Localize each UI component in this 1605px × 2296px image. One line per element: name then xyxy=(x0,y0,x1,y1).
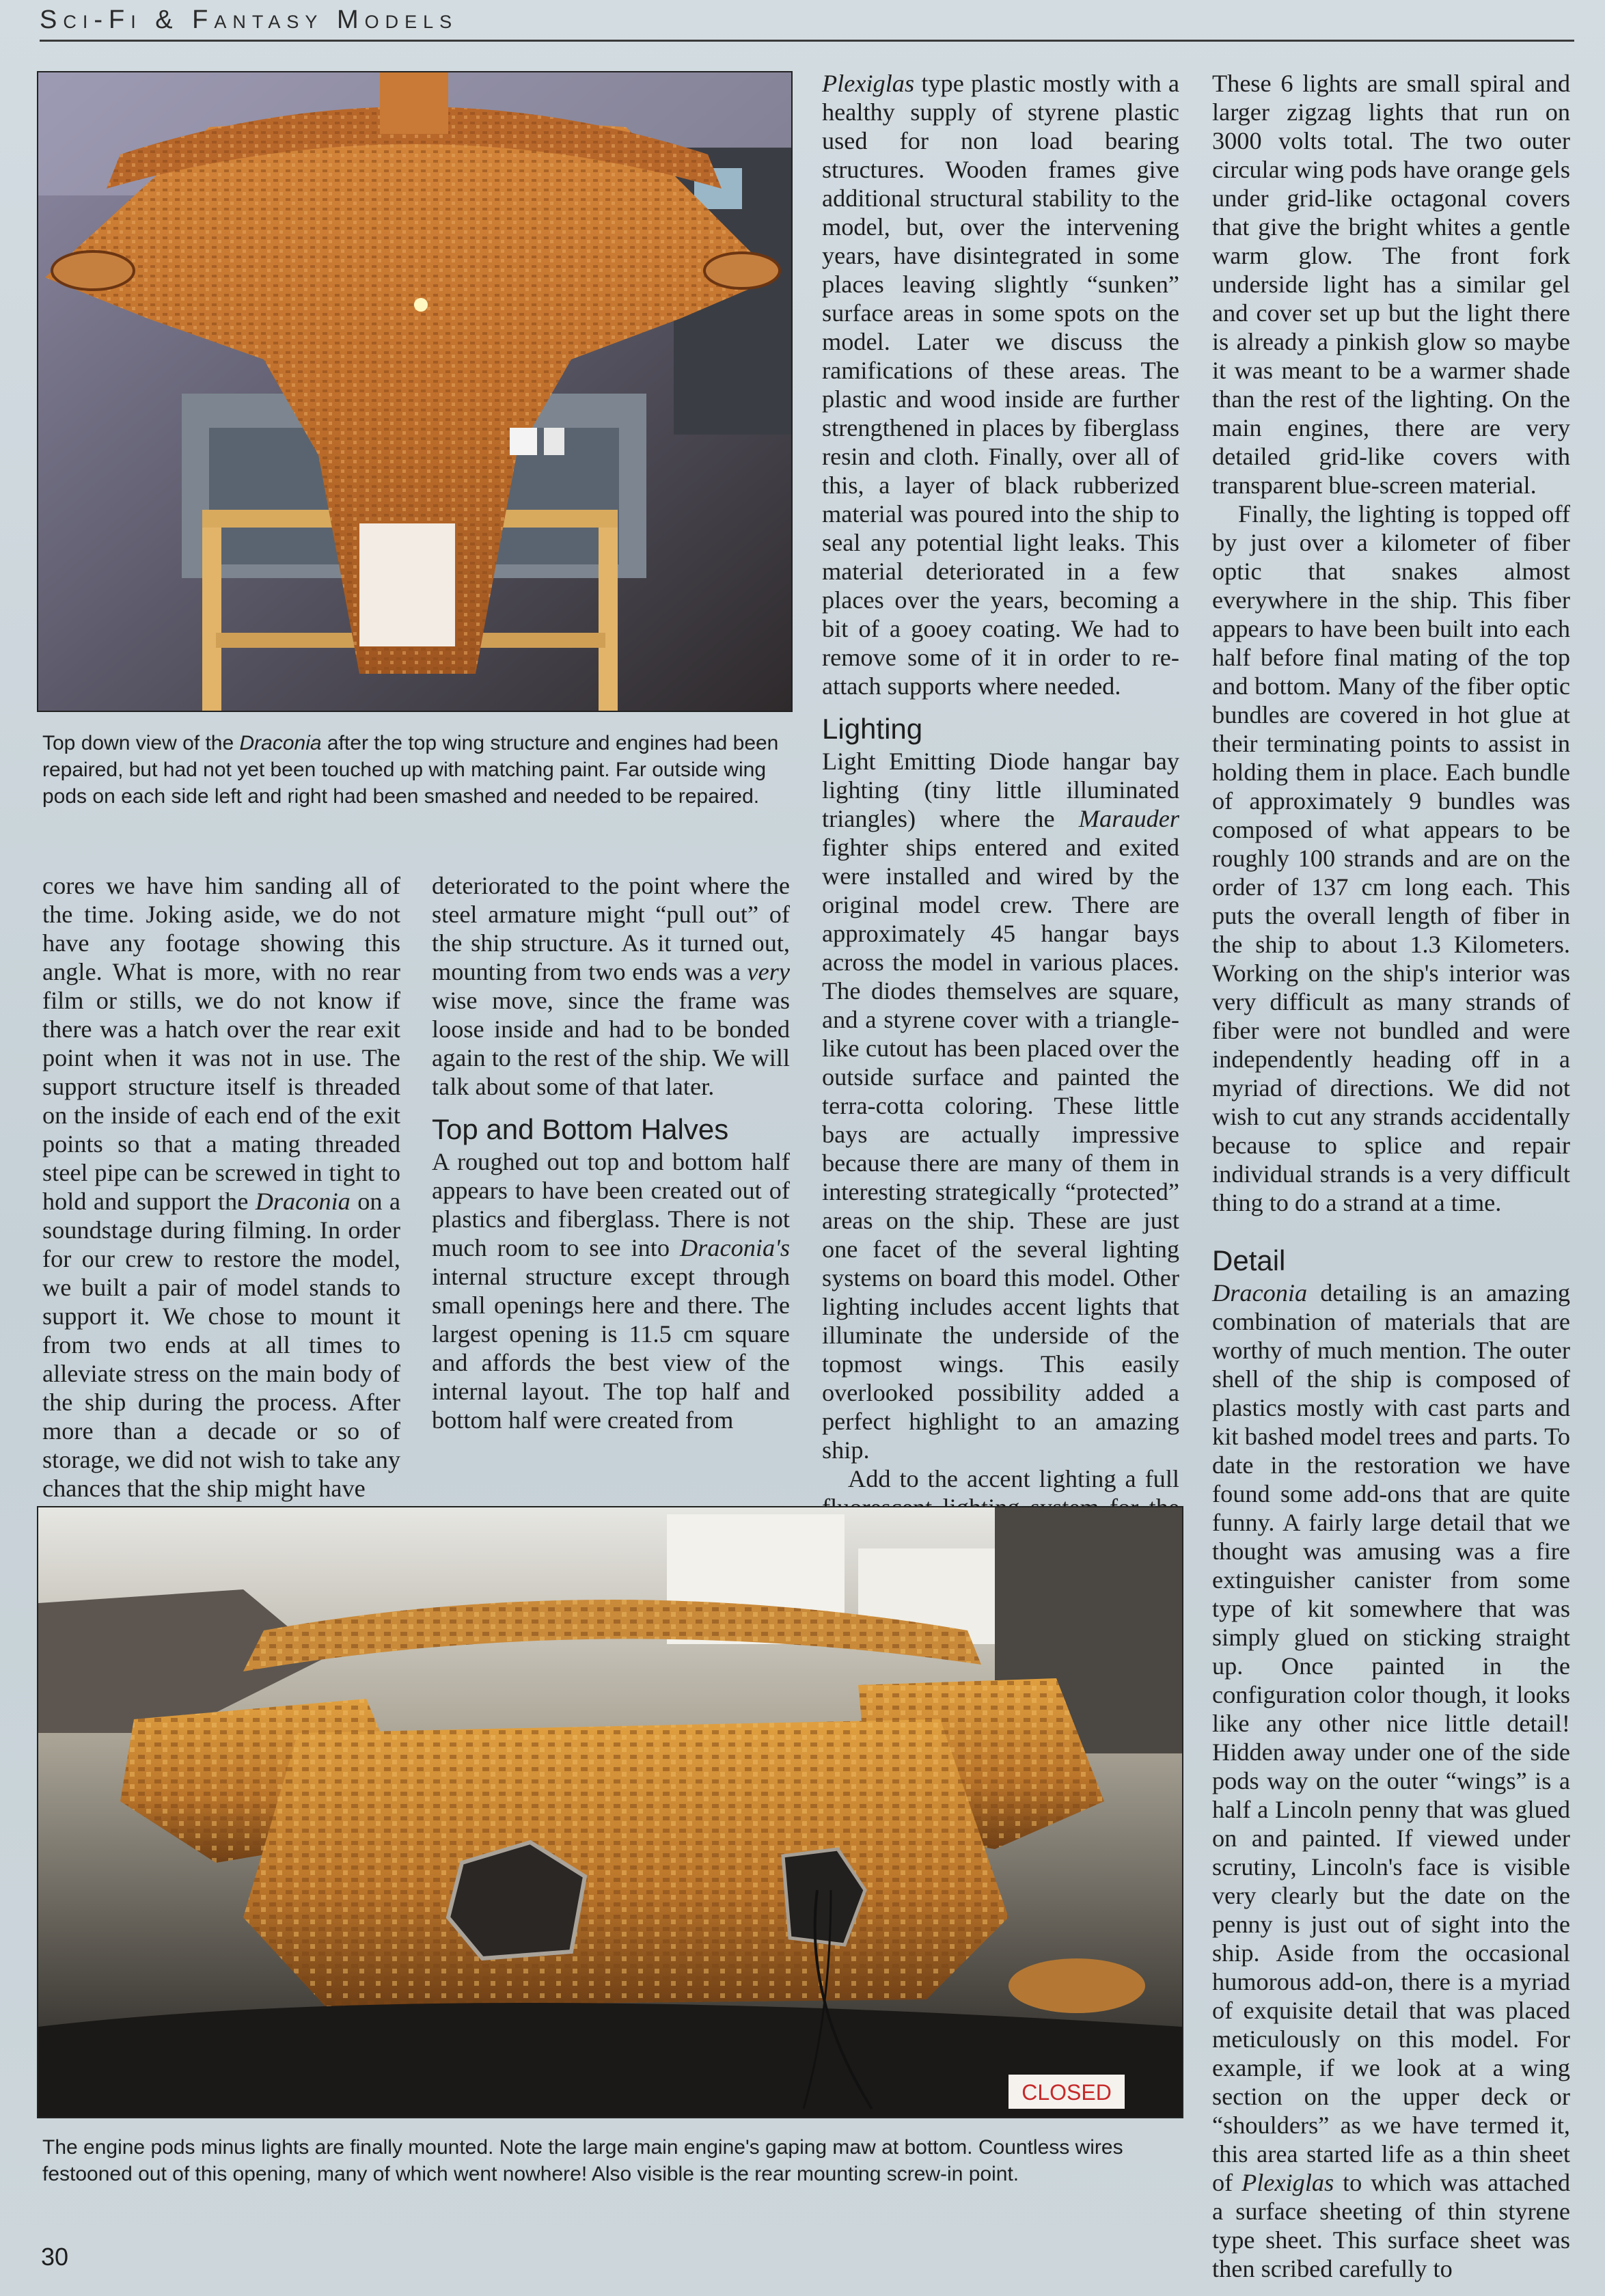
col3-paragraph-3: Add to the accent lighting a full xyxy=(848,1465,1179,1492)
col3-paragraph-2: Light Emitting Diode hangar bay lighting (tiny little illuminated triangles) where the Marauder fighter ships entered and exited were installed and wired by the original model crew. There are approximately 45 hangar bays across the model in various places. The diodes themselves are square, and a styrene cover with a triangle-like cutout has been placed over the outside surface and painted the terra-cotta coloring. These little bays are actually impressive because there are many of them in interesting strategically “protected” areas on the ship. These are just one facet of the several lighting systems on board this model. Other lighting includes accent lights that illuminate the underside of the topmost wings. This easily overlooked possibility added a perfect highlight to an amazing ship. xyxy=(822,748,1179,1464)
column-3 xyxy=(822,69,1179,1579)
col4-paragraph-2: Finally, the lighting is topped off by just over a kilometer of fiber optic that snakes almost everywhere in the ship. This fiber appears to have been built into each half before final mating of the top and bottom. Many of the fiber optic bundles are covered in hot glue at their terminating points to assist in holding them in place. Each bundle of approximately 9 bundles was composed of what appears to be roughly 100 strands and are on the order of 137 cm long each. This puts the overall length of fiber in the ship to about 1.3 Kilometers. Working on the ship's interior was very difficult as many strands of fiber were not bundled and were independently heading off in a myriad of directions. We did not wish to cut any strands accidentally because to splice and repair individual strands is a very difficult thing to do a strand at a time. xyxy=(1212,500,1570,1216)
top-photo xyxy=(37,71,793,712)
col4-paragraph-3: Draconia detailing is an amazing combination of materials that are worthy of much mention. The outer shell of the ship is composed of plastics mostly with cast parts and kit bashed model trees and parts. To date in the restoration we have found some add-ons that are quite funny. A fairly large detail that we thought was amusing was a fire extinguisher canister from some type of kit somewhere that was simply glued on sticking straight up. Once painted in the configuration color though, it looks like any other nice little detail! Hidden away under one of the side pods way on the outer “wings” is a half a Lincoln penny that was glued on and painted. If viewed under scrutiny, Lincoln's face is visible very clearly but the date on the penny is just out of sight into the ship. Aside from the occasional humorous add-on, there is a myriad of exquisite detail that was placed meticulously on this model. For example, if we look at a wing section on the upper deck or “shoulders” as we have termed it, this area started life as a thin sheet of Plexiglas to which was attached a surface sheeting of thin styrene type sheet. This surface sheet was then scribed carefully to xyxy=(1212,1279,1571,2282)
closed-sign: CLOSED xyxy=(1021,2080,1112,2105)
col1-paragraph: cores we have him sanding all of the time. Joking aside, we do not have any footage showing this angle. What is more, with no rear film or stills, we do not know if there was a hatch over the rear exit point when it was not in use. The support structure itself is threaded on the inside of each end of the exit points so that a mating threaded steel pipe can be screwed in tight to hold and support the Draconia on a soundstage during filming. In order for our crew to restore the model, we built a pair of model stands to support it. We chose to mount it from two ends at all times to alleviate stress on the main body of the ship during the process. After more than a decade or so of storage, we did not wish to take any chances that the ship might have xyxy=(42,872,400,1502)
heading-lighting: Lighting xyxy=(822,713,923,745)
bottom-photo-caption: The engine pods minus lights are finally mounted. Note the large main engine's gaping maw at bottom. Countless wires festooned out of this opening, many of which went nowhere! Also visible is the rear mounting screw-in point. xyxy=(42,2136,1123,2185)
col2-paragraph-1: deteriorated to the point where the steel armature might “pull out” of the ship structure. As it turned out, mounting from two ends was a very wise move, since the frame was loose inside and had to be bonded again to the rest of the ship. We will talk about some of that later. xyxy=(432,872,790,1100)
bottom-photo xyxy=(37,1506,1183,2118)
heading-top-bottom-halves: Top and Bottom Halves xyxy=(432,1113,729,1145)
column-4 xyxy=(1212,69,1570,2283)
top-photo-caption: Top down view of the Draconia after the top wing structure and engines had been repaired, but had not yet been touched up with matching paint. Far outside wing pods on each side left and right had been smashed and needed to be repaired. xyxy=(42,732,779,808)
header-rule xyxy=(40,40,1574,42)
page-number: 30 xyxy=(41,2243,69,2271)
heading-detail: Detail xyxy=(1212,1244,1286,1276)
col3-paragraph-1: Plexiglas type plastic mostly with a healthy supply of styrene plastic used for non load bearing structures. Wooden frames give additional structural stability to the model, but, over the intervening years, have disintegrated in some places leaving slightly “sunken” surface areas in some spots on the model. Later we discuss the ramifications of these areas. The plastic and wood inside are further strengthened in places by fiberglass resin and cloth. Finally, over all of this, a layer of black rubberized material was poured into the ship to seal any potential light leaks. This material deteriorated in a few places over the years, becoming a bit of a gooey coating. We had to remove some of it in order to re-attach supports where needed. xyxy=(822,70,1179,700)
col4-paragraph-1: These 6 lights are small spiral and larger zigzag lights that run on 3000 volts total. The two outer circular wing pods have orange gels under grid-like octagonal covers that give the bright whites a gentle warm glow. The front fork underside light has a similar gel and cover set up but the light there is already a pinkish glow so maybe it was meant to be a warmer shade than the rest of the lighting. On the main engines, there are very detailed grid-like covers with transparent blue-screen material. xyxy=(1212,70,1570,499)
col2-paragraph-2: A roughed out top and bottom half appears to have been created out of plastics and fiberglass. There is not much room to see into Draconia's internal structure except through small openings here and there. The largest opening is 11.5 cm square and affords the best view of the internal layout. The top half and bottom half were created from xyxy=(432,1148,790,1434)
column-2 xyxy=(432,871,790,1434)
running-header: Sci-Fi & Fantasy Models xyxy=(40,5,458,34)
top-photo-image xyxy=(38,72,791,711)
bottom-photo-image xyxy=(38,1507,1182,2117)
column-1 xyxy=(42,871,400,1503)
